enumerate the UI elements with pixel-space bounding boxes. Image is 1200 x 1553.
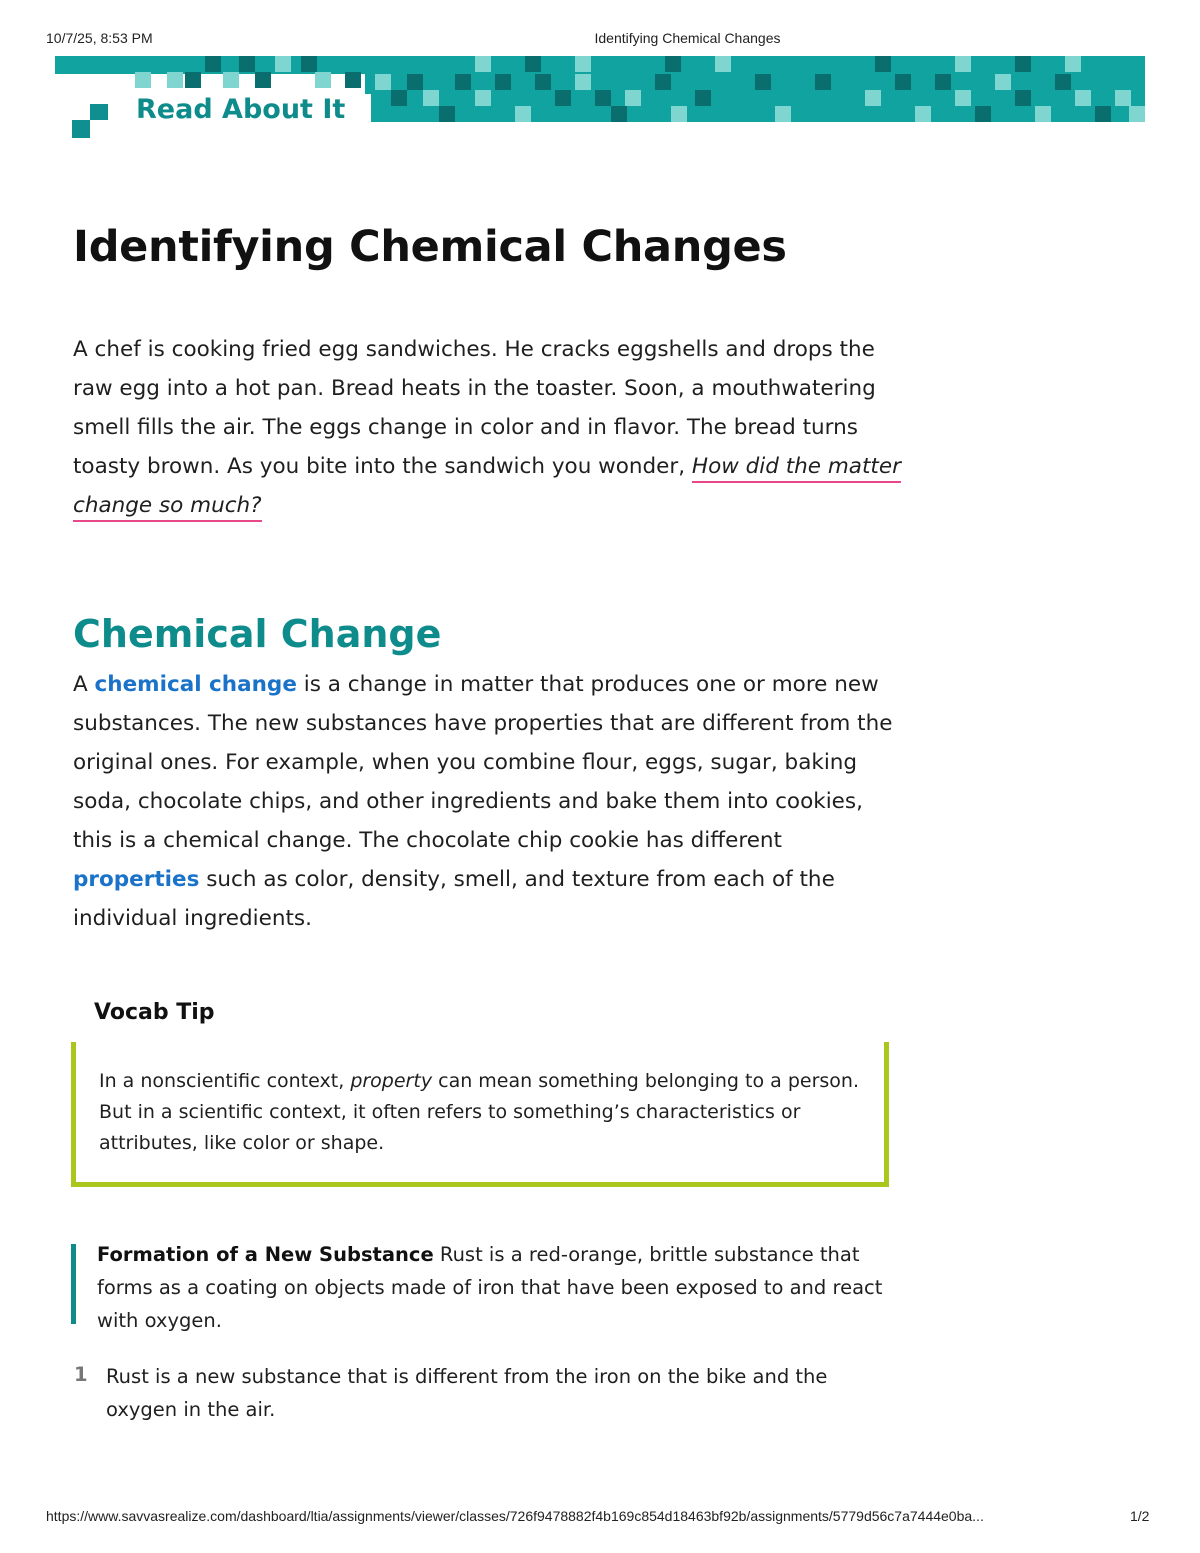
chem-text-mid: is a change in matter that produces one or more new substances. The new substances have properties that are different from the original ones. For example, when you combine flour, eggs, sugar, baking soda, chocolate chips, and other ingredients and bake them into cookies, this is a chemical change. The chocolate chip cookie has different xyxy=(73,672,893,853)
vocab-text-start: In a nonscientific context, xyxy=(99,1070,351,1092)
print-timestamp: 10/7/25, 8:53 PM xyxy=(46,30,153,46)
formation-text: Rust is a red-orange, brittle substance that forms as a coating on objects made of iron that have been exposed to and react with oxygen. xyxy=(97,1243,883,1332)
banner-pixel xyxy=(315,72,331,88)
banner-pixel xyxy=(995,74,1011,90)
banner-pixel xyxy=(1129,106,1145,122)
intro-paragraph xyxy=(73,330,903,525)
banner-pixel xyxy=(1035,106,1051,122)
list-item-number: 1 xyxy=(74,1363,88,1386)
banner-pixel xyxy=(611,106,627,122)
vocab-tip-text xyxy=(99,1066,859,1159)
list-item: Rust is a new substance that is different from the iron on the bike and the oxygen in the air. xyxy=(106,1365,828,1421)
banner-pixel xyxy=(475,90,491,106)
banner-pixel xyxy=(525,56,541,72)
banner-pixel xyxy=(715,56,731,72)
banner-pixel xyxy=(407,74,423,90)
banner-pixel xyxy=(955,90,971,106)
banner-pixel xyxy=(135,72,151,88)
vocab-emphasis: property xyxy=(350,1070,433,1092)
banner-pixel xyxy=(1075,90,1091,106)
banner-pixel xyxy=(223,72,239,88)
banner-pixel xyxy=(455,74,471,90)
banner-pixel xyxy=(1015,56,1031,72)
formation-accent-bar xyxy=(71,1244,76,1324)
page-title: Identifying Chemical Changes xyxy=(73,222,787,272)
banner-pixel xyxy=(775,106,791,122)
glossary-term-properties[interactable]: properties xyxy=(73,867,200,892)
banner-pixel xyxy=(535,74,551,90)
print-footer xyxy=(0,1508,1200,1528)
print-page-title: Identifying Chemical Changes xyxy=(594,30,781,46)
banner-pixel xyxy=(595,90,611,106)
banner-pixel xyxy=(955,56,971,72)
chem-text-start: A xyxy=(73,672,95,697)
intro-question: How did the matter change so much? xyxy=(73,454,901,522)
formation-paragraph xyxy=(97,1238,887,1337)
banner-pixel xyxy=(423,90,439,106)
banner-pixel xyxy=(439,106,455,122)
banner-pixel xyxy=(495,74,511,90)
formation-label: Formation of a New Substance xyxy=(97,1243,434,1266)
banner-pixel xyxy=(755,74,771,90)
print-page-number: 1/2 xyxy=(1130,1508,1150,1524)
banner-pixel xyxy=(671,106,687,122)
banner-pixel xyxy=(935,74,951,90)
banner-pixel xyxy=(1055,74,1071,90)
banner-pixel xyxy=(875,56,891,72)
banner-pixel xyxy=(895,74,911,90)
banner-pixel xyxy=(575,56,591,72)
banner-pixel xyxy=(915,106,931,122)
banner-pixel xyxy=(655,74,671,90)
banner-pixel xyxy=(815,74,831,90)
banner-pixel xyxy=(575,74,591,90)
banner-pixel xyxy=(1065,56,1081,72)
banner-pixel xyxy=(695,90,711,106)
banner-pixel xyxy=(865,90,881,106)
print-url: https://www.savvasrealize.com/dashboard/ltia/assignments/viewer/classes/726f9478882f4b169c854d18463bf92b/assignments/5779d56c7a7444e0ba... xyxy=(46,1508,984,1524)
banner-pixel xyxy=(301,56,317,72)
print-header xyxy=(0,30,1200,50)
banner-pixel xyxy=(475,56,491,72)
section-label: Read About It xyxy=(136,94,371,125)
banner-pixel xyxy=(555,90,571,106)
vocab-tip-heading: Vocab Tip xyxy=(94,1000,215,1025)
banner-pixel xyxy=(239,56,255,72)
vocab-text-end: can mean something belonging to a person. But in a scientific context, it often refers to something’s characteristics or attributes, like color or shape. xyxy=(99,1070,859,1154)
banner-pixel xyxy=(1095,106,1111,122)
banner-pixel xyxy=(625,90,641,106)
banner-pixel xyxy=(255,72,271,88)
glossary-term-chemical-change[interactable]: chemical change xyxy=(94,672,297,697)
banner-pixel xyxy=(375,74,391,90)
banner-pixel xyxy=(515,106,531,122)
banner-pixel xyxy=(975,106,991,122)
banner-pixel xyxy=(345,72,361,88)
banner-pixel xyxy=(275,56,291,72)
logo-mark-icon xyxy=(72,102,108,138)
banner-pixel xyxy=(185,72,201,88)
chem-text-end: such as color, density, smell, and texture from each of the individual ingredients. xyxy=(73,867,835,931)
section-heading-chemical-change: Chemical Change xyxy=(73,612,442,656)
banner-pixel xyxy=(665,56,681,72)
chemical-change-paragraph xyxy=(73,665,903,938)
intro-text: A chef is cooking fried egg sandwiches. He cracks eggshells and drops the raw egg into a hot pan. Bread heats in the toaster. Soon, a mouthwatering smell fills the air. The eggs change in color and in flavor. The bread turns toasty brown. As you bite into the sandwich you wonder, xyxy=(73,337,876,479)
banner-pixel xyxy=(391,90,407,106)
banner-pixel xyxy=(1015,90,1031,106)
banner-pixel xyxy=(1115,90,1131,106)
banner-pixel xyxy=(167,72,183,88)
banner-pixel xyxy=(205,56,221,72)
